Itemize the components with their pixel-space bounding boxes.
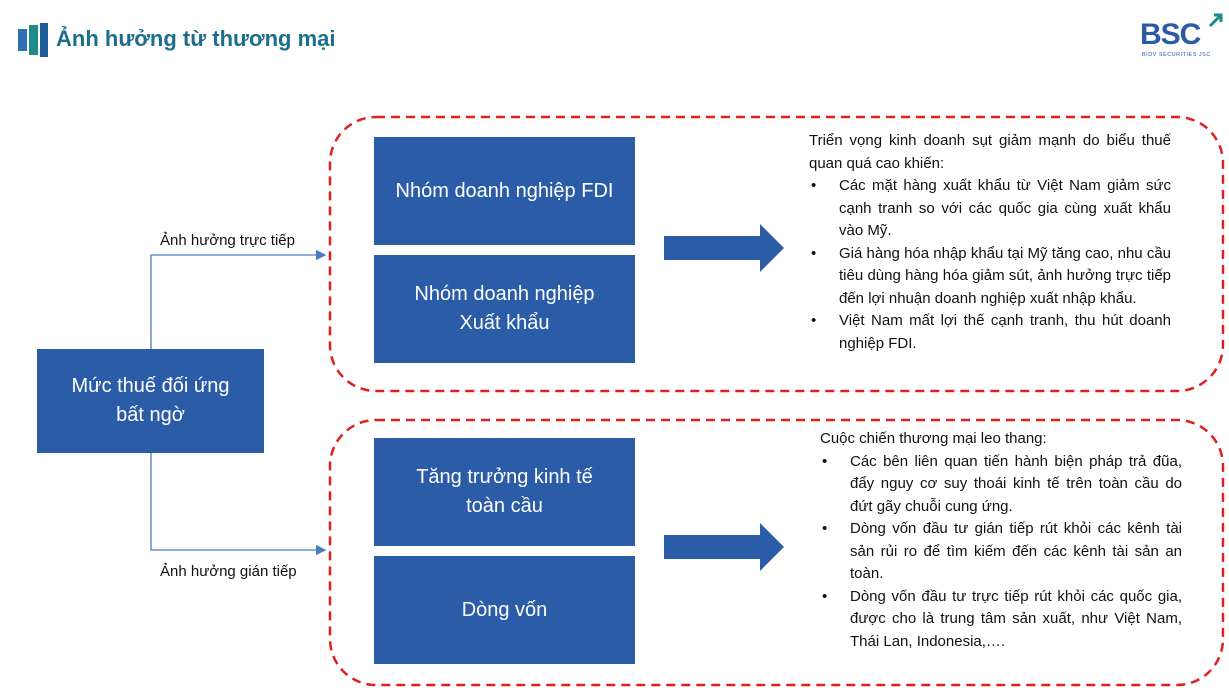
list-item: • Dòng vốn đầu tư trực tiếp rút khỏi các quốc gia, được cho là trung tâm sản xuất, như Việt Nam, Thái Lan, Indonesia,…. xyxy=(820,586,1182,654)
logo-subtext: BIDV SECURITIES JSC xyxy=(1142,52,1211,58)
fdi-box-label: Nhóm doanh nghiệp FDI xyxy=(395,179,614,202)
logo-text: BSC xyxy=(1140,18,1201,51)
indirect-intro: Cuộc chiến thương mại leo thang: xyxy=(820,430,1047,447)
export-box xyxy=(374,255,635,363)
indirect-connector xyxy=(151,453,325,550)
indirect-description xyxy=(820,428,1182,653)
page-title: Ảnh hưởng từ thương mại xyxy=(56,26,336,51)
export-box-label: Nhóm doanh nghiệp Xuất khẩu xyxy=(414,283,595,334)
fdi-box xyxy=(374,137,635,245)
source-box-label: Mức thuế đối ứng bất ngờ xyxy=(71,375,230,426)
list-item: • Dòng vốn đầu tư gián tiếp rút khỏi các kênh tài sản rủi ro để tìm kiếm đến các kênh tài sản an toàn. xyxy=(820,518,1182,586)
source-box xyxy=(37,349,264,453)
global-growth-box-label: Tăng trưởng kinh tế toàn cầu xyxy=(416,466,593,517)
indirect-branch-label: Ảnh hưởng gián tiếp xyxy=(160,563,297,580)
list-item: • Giá hàng hóa nhập khẩu tại Mỹ tăng cao, nhu cầu tiêu dùng hàng hóa giảm sút, ảnh hưởng trực tiếp đến lợi nhuận doanh nghiệp xuất nhập khẩu. xyxy=(809,243,1171,311)
global-growth-box xyxy=(374,438,635,546)
capital-flow-box xyxy=(374,556,635,664)
direct-bullet-list xyxy=(809,175,1171,355)
list-item: • Các mặt hàng xuất khẩu từ Việt Nam giảm sức cạnh tranh so với các quốc gia cùng xuất khẩu vào Mỹ. xyxy=(809,175,1171,243)
list-item: • Các bên liên quan tiến hành biện pháp trả đũa, đẩy nguy cơ suy thoái kinh tế trên toàn cầu do đứt gãy chuỗi cung ứng. xyxy=(820,451,1182,519)
direct-intro: Triển vọng kinh doanh sụt giảm mạnh do biểu thuế quan quá cao khiến: xyxy=(809,132,1171,172)
direct-connector xyxy=(151,255,325,349)
list-item: • Việt Nam mất lợi thế cạnh tranh, thu hút doanh nghiệp FDI. xyxy=(809,310,1171,355)
indirect-bullet-list xyxy=(820,451,1182,654)
direct-branch-label: Ảnh hưởng trực tiếp xyxy=(160,232,295,249)
direct-description xyxy=(809,130,1171,355)
capital-flow-box-label: Dòng vốn xyxy=(461,598,548,621)
indirect-arrow-icon xyxy=(664,523,784,571)
direct-arrow-icon xyxy=(664,224,784,272)
